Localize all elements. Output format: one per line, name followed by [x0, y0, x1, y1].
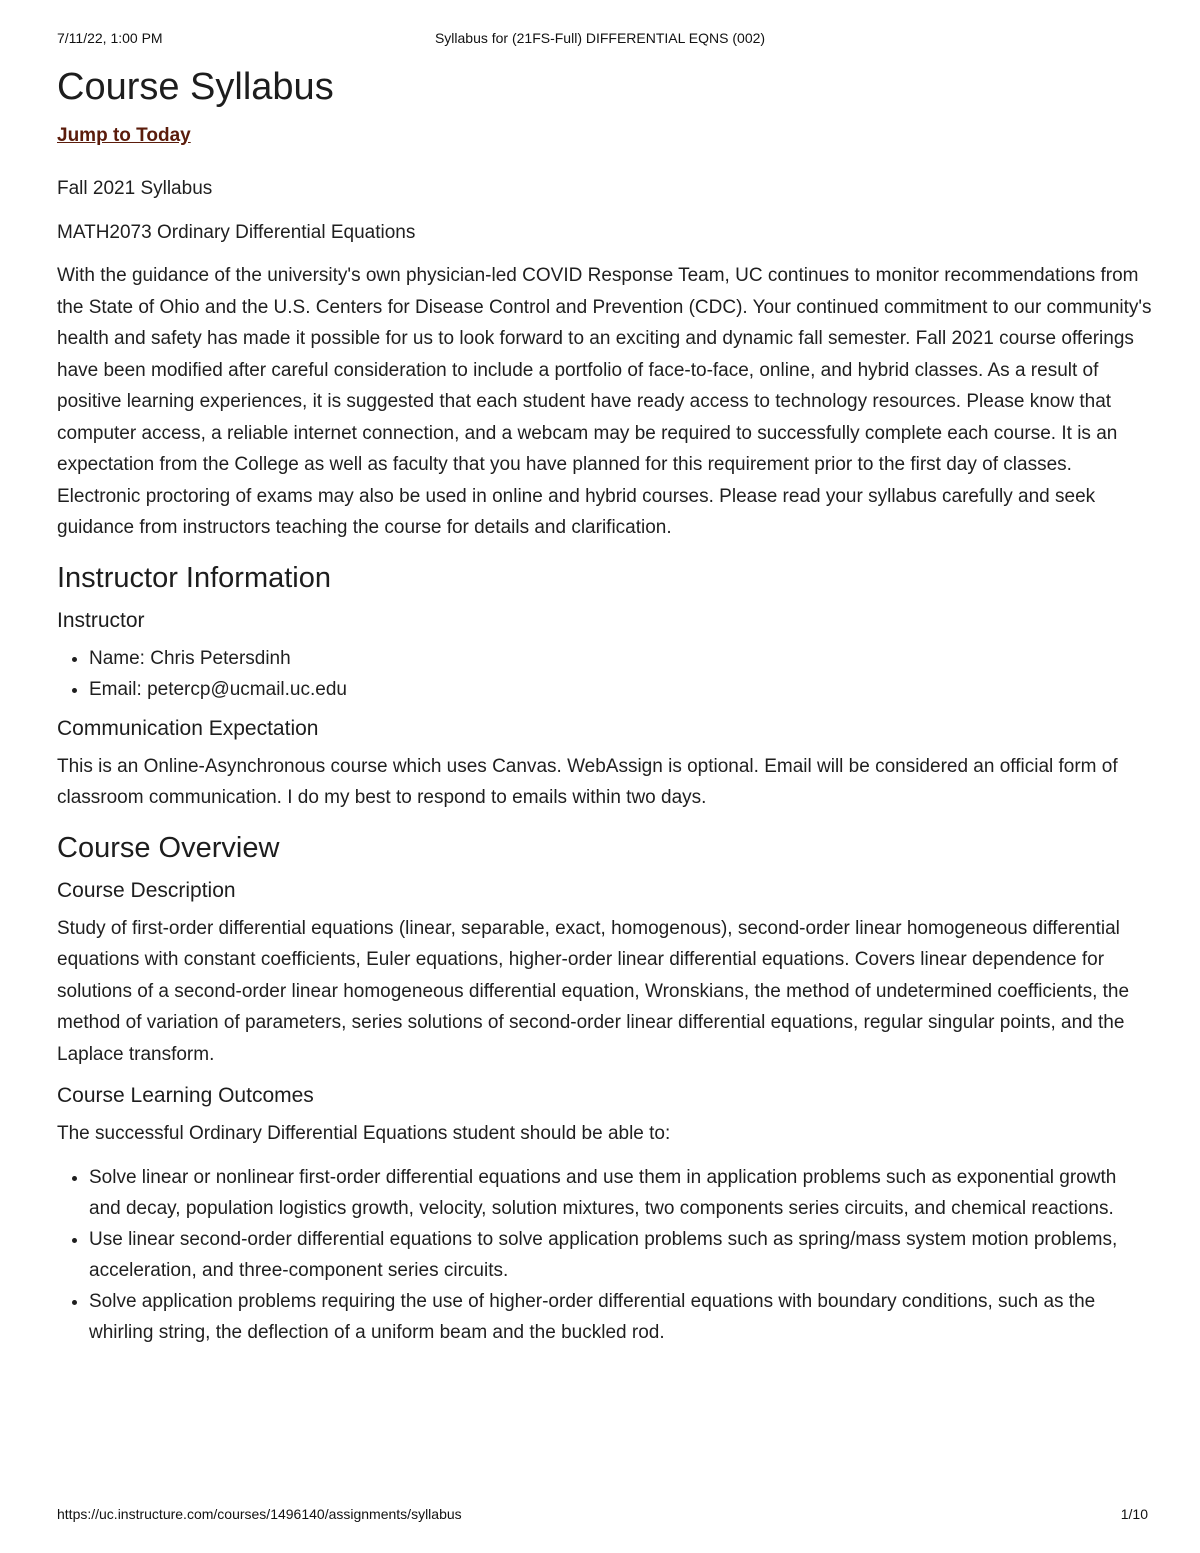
instructor-name: • Name: Chris Petersdinh	[89, 643, 1152, 674]
page-number: 1/10	[1120, 1506, 1148, 1522]
instructor-heading: Instructor	[57, 608, 145, 632]
course-name: MATH2073 Ordinary Differential Equations	[57, 221, 416, 243]
course-description-text: Study of first-order differential equations (linear, separable, exact, homogenous), second-order linear homogeneous differential equations with constant coefficients, Euler equations, higher-order linear differential equations. Covers linear dependence for solutions of a second-order linear homogeneous differential equation, Wronskians, the method of undetermined coefficients, the method of variation of parameters, series solutions of second-order linear differential equations, regular singular points, and the Laplace transform.	[57, 917, 1130, 1065]
communication-heading: Communication Expectation	[57, 716, 319, 740]
jump-to-today-link[interactable]: Jump to Today	[57, 125, 191, 146]
syllabus-content	[57, 60, 1152, 1360]
learning-outcomes-heading: Course Learning Outcomes	[57, 1084, 314, 1107]
print-header	[57, 30, 1143, 50]
page-title: Course Syllabus	[57, 66, 334, 108]
print-footer	[57, 1506, 1148, 1526]
learning-outcomes-list	[57, 1162, 1152, 1348]
list-item: • Solve application problems requiring the use of higher-order differential equations with boundary conditions, such as the whirling string, the deflection of a uniform beam and the buckled rod.	[89, 1286, 1152, 1348]
print-document-title: Syllabus for (21FS-Full) DIFFERENTIAL EQNS (002)	[434, 30, 766, 46]
instructor-information-heading: Instructor Information	[57, 561, 331, 594]
communication-text: This is an Online-Asynchronous course which uses Canvas. WebAssign is optional. Email will be considered an official form of classroom communication. I do my best to respond to emails within two days.	[57, 755, 1118, 808]
print-date: 7/11/22, 1:00 PM	[57, 30, 163, 46]
course-description-heading: Course Description	[57, 878, 236, 902]
print-url: https://uc.instructure.com/courses/1496140/assignments/syllabus	[57, 1506, 462, 1522]
covid-notice: With the guidance of the university's own physician-led COVID Response Team, UC continues to monitor recommendations from the State of Ohio and the U.S. Centers for Disease Control and Prevention (CDC). Your continued commitment to our community's health and safety has made it possible for us to look forward to an exciting and dynamic fall semester. Fall 2021 course offerings have been modified after careful consideration to include a portfolio of face-to-face, online, and hybrid classes. As a result of positive learning experiences, it is suggested that each student have ready access to technology resources. Please know that computer access, a reliable internet connection, and a webcam may be required to successfully complete each course. It is an expectation from the College as well as faculty that you have planned for this requirement prior to the first day of classes. Electronic proctoring of exams may also be used in online and hybrid courses. Please read your syllabus carefully and seek guidance from instructors teaching the course for details and clarification.	[57, 265, 1152, 538]
learning-outcomes-intro: The successful Ordinary Differential Equations student should be able to:	[57, 1123, 671, 1144]
instructor-list	[57, 643, 1152, 705]
semester-label: Fall 2021 Syllabus	[57, 178, 213, 199]
list-item: • Solve linear or nonlinear first-order differential equations and use them in application problems such as exponential growth and decay, population logistics growth, velocity, solution mixtures, two components series circuits, and chemical reactions.	[89, 1162, 1152, 1224]
course-overview-heading: Course Overview	[57, 831, 280, 864]
instructor-email: • Email: petercp@ucmail.uc.edu	[89, 674, 1152, 705]
list-item: • Use linear second-order differential equations to solve application problems such as spring/mass system motion problems, acceleration, and three-component series circuits.	[89, 1224, 1152, 1286]
